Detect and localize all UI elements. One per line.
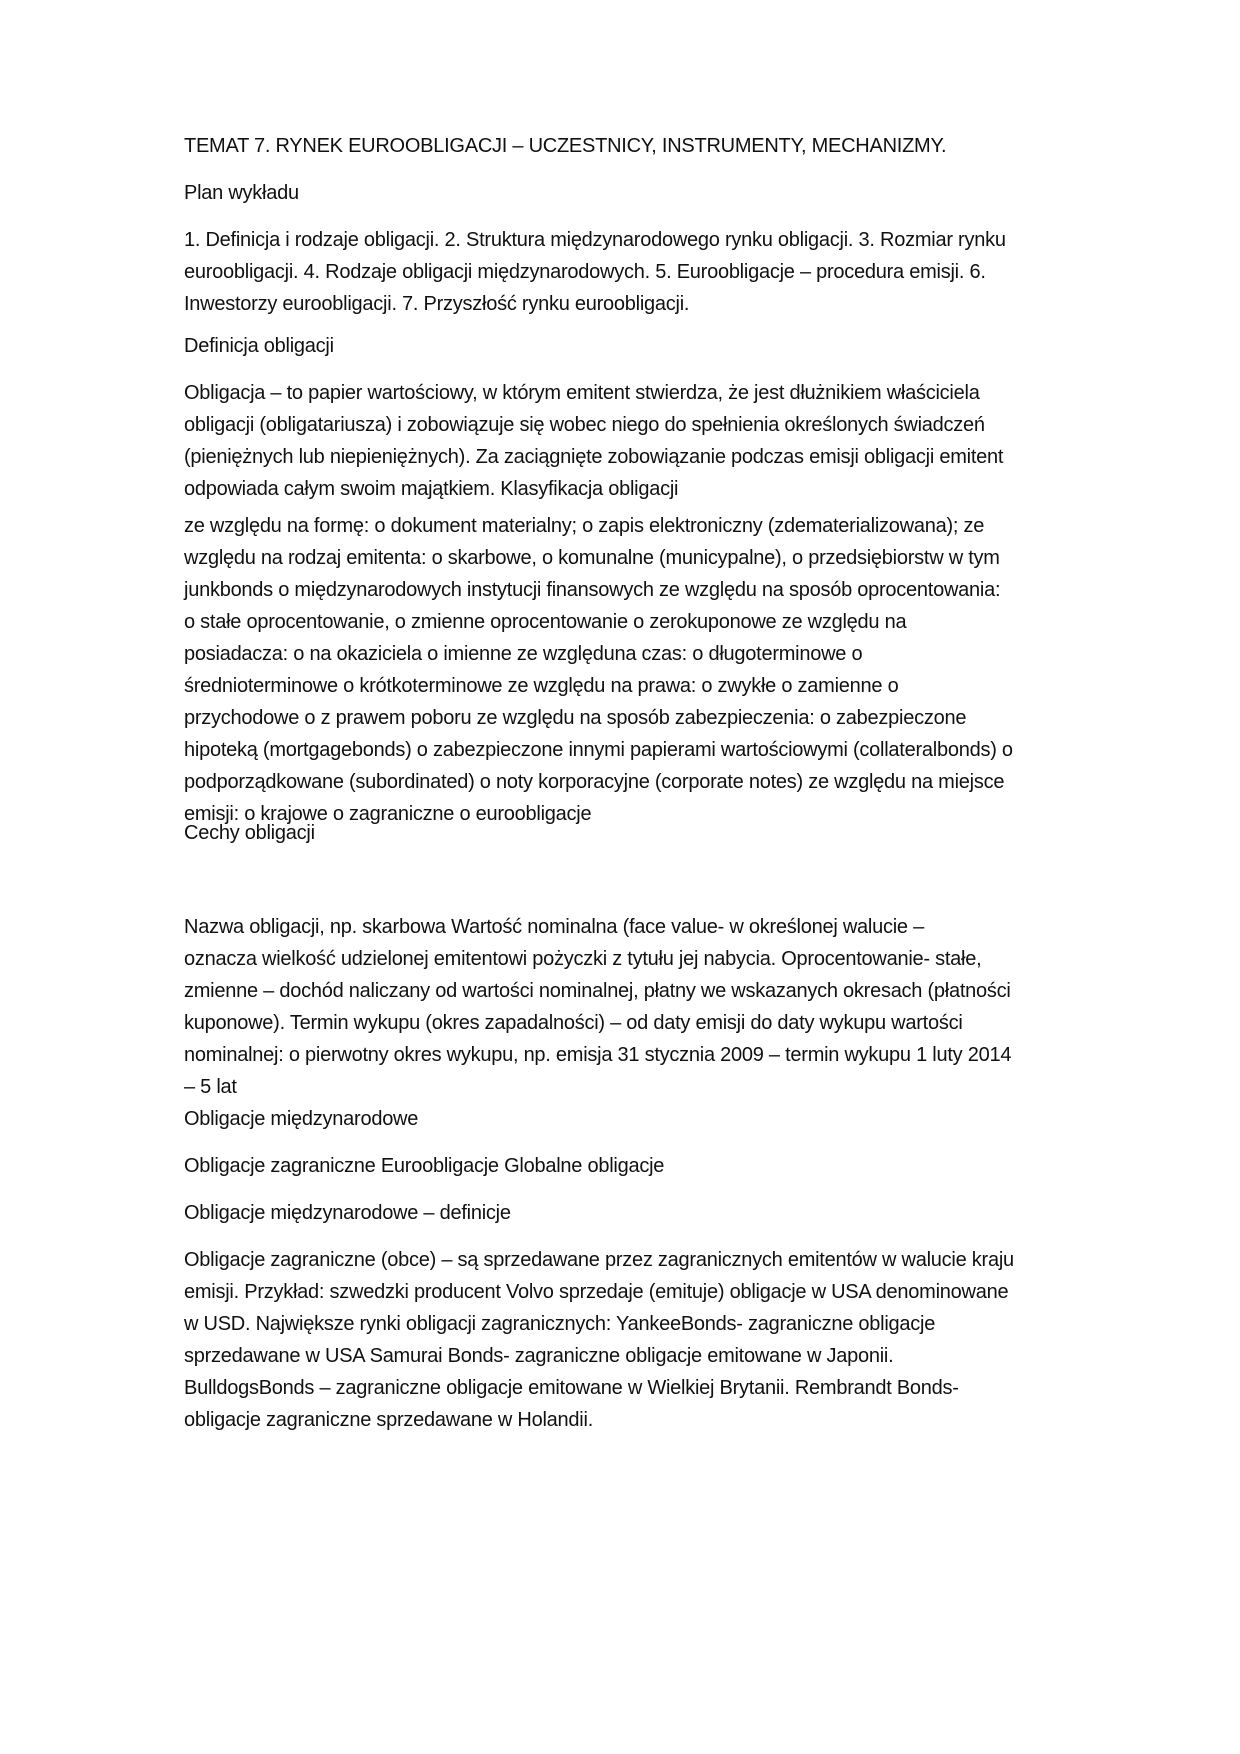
intl-definitions-heading: Obligacje międzynarodowe – definicje [184,1202,511,1224]
intl-list: Obligacje zagraniczne Euroobligacje Globalne obligacje [184,1155,665,1177]
plan-heading: Plan wykładu [184,182,299,204]
classification-line: hipoteką (mortgagebonds) o zabezpieczone innymi papierami wartościowymi (collateralbonds) o [184,739,1013,761]
classification-paragraph [184,510,1104,830]
intl-definitions-line: Obligacje zagraniczne (obce) – są sprzedawane przez zagranicznych emitentów w walucie kraju [184,1249,1014,1271]
document-title: TEMAT 7. RYNEK EUROOBLIGACJI – UCZESTNICY, INSTRUMENTY, MECHANIZMY. [184,135,947,157]
classification-line: średnioterminowe o krótkoterminowe ze względu na prawa: o zwykłe o zamienne o [184,675,899,697]
features-line: kuponowe). Termin wykupu (okres zapadalności) – od daty emisji do daty wykupu wartości [184,1012,963,1034]
plan-line: Inwestorzy euroobligacji. 7. Przyszłość rynku euroobligacji. [184,293,690,315]
classification-line: przychodowe o z prawem poboru ze względu na sposób zabezpieczenia: o zabezpieczone [184,707,967,729]
classification-line: podporządkowane (subordinated) o noty korporacyjne (corporate notes) ze względu na miejsce [184,771,1005,793]
features-heading: Cechy obligacji [184,822,315,844]
definition-paragraph [184,377,1104,505]
intl-heading: Obligacje międzynarodowe [184,1108,419,1130]
intl-definitions-line: BulldogsBonds – zagraniczne obligacje emitowane w Wielkiej Brytanii. Rembrandt Bonds- [184,1377,959,1399]
intl-definitions-paragraph [184,1244,1104,1436]
definition-line: Obligacja – to papier wartościowy, w którym emitent stwierdza, że jest dłużnikiem właściciela [184,382,980,404]
intl-definitions-line: emisji. Przykład: szwedzki producent Volvo sprzedaje (emituje) obligacje w USA denominowane [184,1281,1009,1303]
classification-line: o stałe oprocentowanie, o zmienne oprocentowanie o zerokuponowe ze względu na [184,611,907,633]
plan-line: euroobligacji. 4. Rodzaje obligacji międzynarodowych. 5. Euroobligacje – procedura emisji. 6. [184,261,986,283]
plan-line: 1. Definicja i rodzaje obligacji. 2. Struktura międzynarodowego rynku obligacji. 3. Rozmiar rynku [184,229,1006,251]
plan-paragraph [184,224,1104,320]
intl-definitions-line: sprzedawane w USA Samurai Bonds- zagraniczne obligacje emitowane w Japonii. [184,1345,894,1367]
features-line: zmienne – dochód naliczany od wartości nominalnej, płatny we wskazanych okresach (płatności [184,980,1011,1002]
features-paragraph [184,911,1104,1103]
features-line: oznacza wielkość udzielonej emitentowi pożyczki z tytułu jej nabycia. Oprocentowanie- stałe, [184,948,982,970]
definition-heading: Definicja obligacji [184,335,334,357]
classification-line: emisji: o krajowe o zagraniczne o euroobligacje [184,803,592,825]
features-line: – 5 lat [184,1076,237,1098]
classification-line: ze względu na formę: o dokument materialny; o zapis elektroniczny (zdematerializowana); ze [184,515,985,537]
definition-line: (pieniężnych lub niepieniężnych). Za zaciągnięte zobowiązanie podczas emisji obligacji emitent [184,446,1004,468]
intl-definitions-line: obligacje zagraniczne sprzedawane w Holandii. [184,1409,593,1431]
definition-line: obligacji (obligatariusza) i zobowiązuje się wobec niego do spełnienia określonych świadczeń [184,414,985,436]
definition-line: odpowiada całym swoim majątkiem. Klasyfikacja obligacji [184,478,679,500]
classification-line: posiadacza: o na okaziciela o imienne ze względuna czas: o długoterminowe o [184,643,863,665]
features-line: Nazwa obligacji, np. skarbowa Wartość nominalna (face value- w określonej walucie – [184,916,924,938]
features-line: nominalnej: o pierwotny okres wykupu, np. emisja 31 stycznia 2009 – termin wykupu 1 luty 2014 [184,1044,1012,1066]
classification-line: junkbonds o międzynarodowych instytucji finansowych ze względu na sposób oprocentowania: [184,579,1001,601]
classification-line: względu na rodzaj emitenta: o skarbowe, o komunalne (municypalne), o przedsiębiorstw w tym [184,547,1000,569]
intl-definitions-line: w USD. Największe rynki obligacji zagranicznych: YankeeBonds- zagraniczne obligacje [184,1313,936,1335]
